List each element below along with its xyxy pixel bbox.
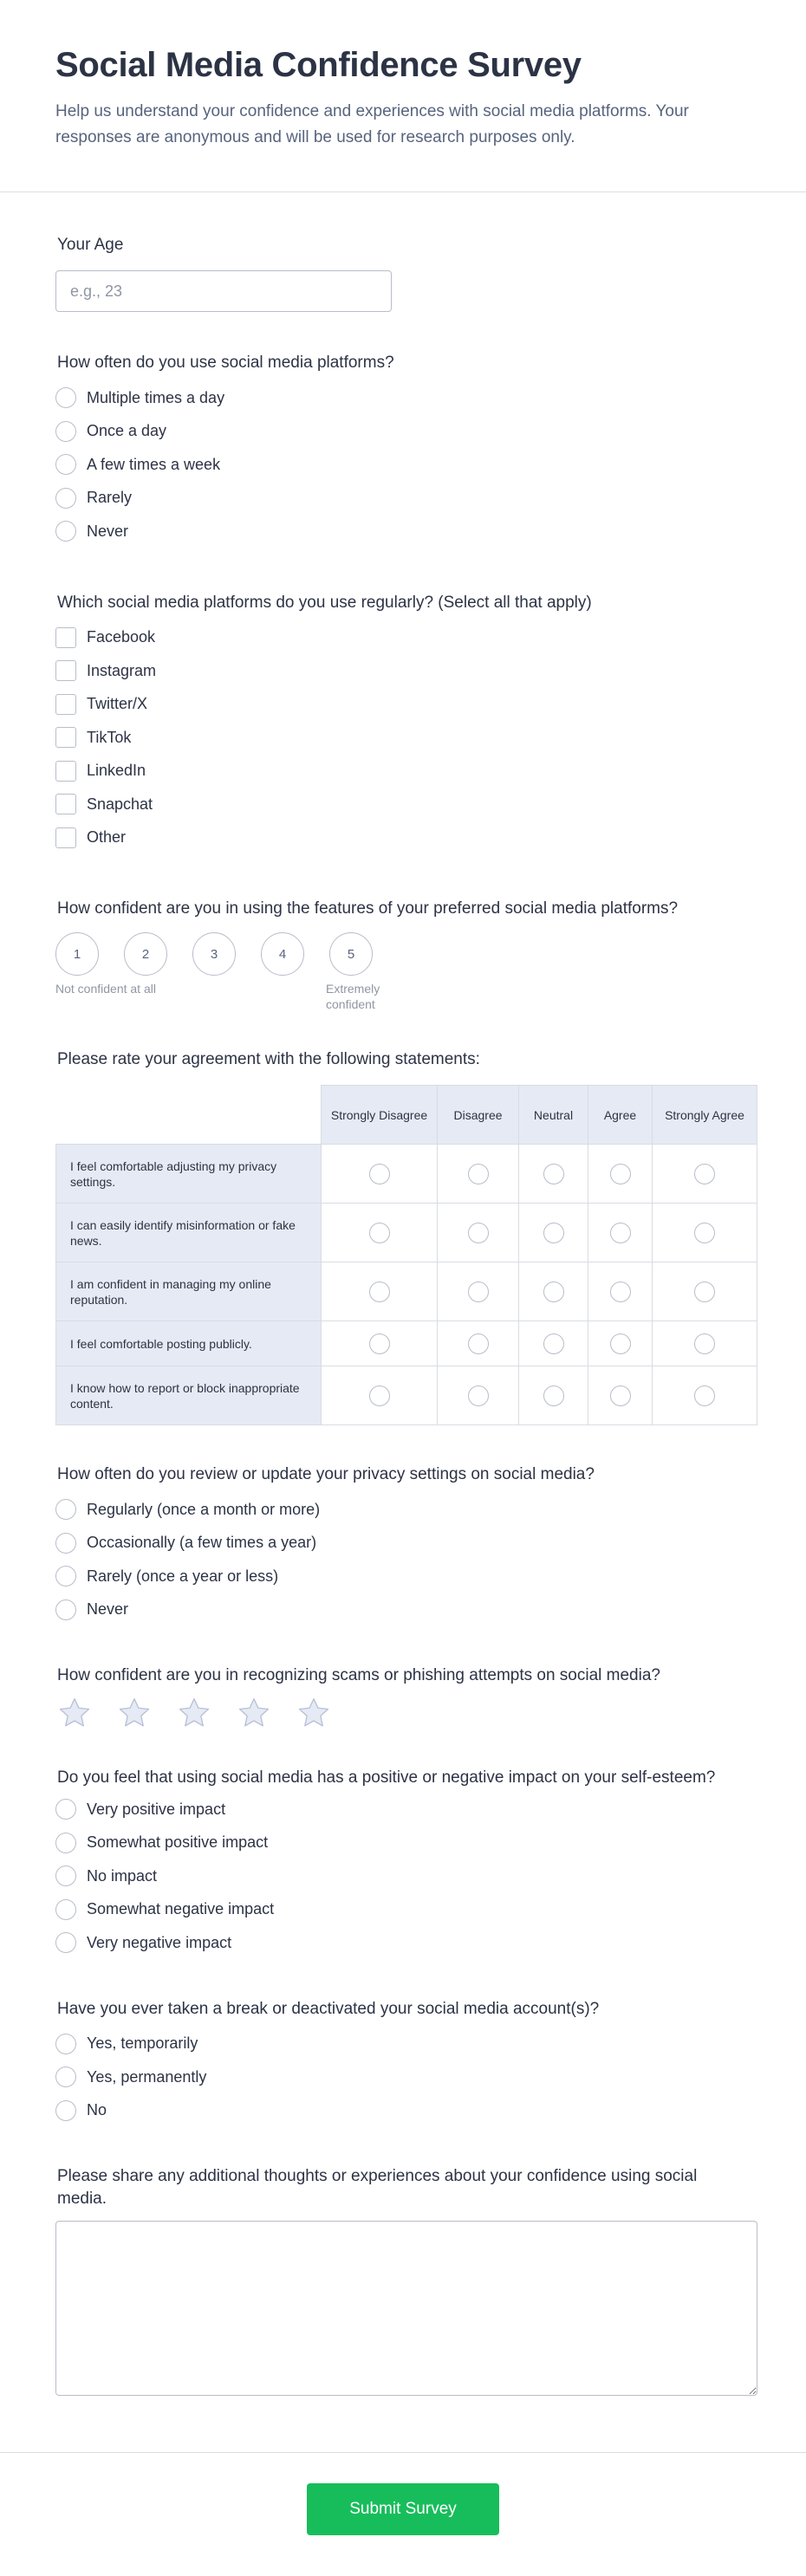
matrix-radio[interactable]	[543, 1223, 564, 1243]
matrix-radio[interactable]	[369, 1385, 390, 1406]
scale-option-5[interactable]: 5	[329, 932, 373, 976]
matrix-radio[interactable]	[610, 1164, 631, 1184]
matrix-row	[56, 1262, 757, 1321]
matrix-row-label: I am confident in managing my online reputation.	[56, 1262, 322, 1321]
question-label: Which social media platforms do you use regularly? (Select all that apply)	[57, 593, 592, 612]
checkbox[interactable]	[55, 627, 76, 648]
scale-item	[192, 932, 236, 1012]
star-icon[interactable]	[177, 1696, 211, 1730]
matrix-radio[interactable]	[694, 1282, 715, 1302]
break-option[interactable]: No	[55, 2094, 757, 2128]
privacy-option[interactable]: Rarely (once a year or less)	[55, 1560, 757, 1593]
self-esteem-option[interactable]: Very negative impact	[55, 1926, 757, 1960]
platform-option[interactable]: Twitter/X	[55, 688, 757, 722]
radio-button[interactable]	[55, 1833, 76, 1853]
matrix-radio[interactable]	[694, 1164, 715, 1184]
matrix-row-label: I can easily identify misinformation or fake news.	[56, 1204, 322, 1262]
matrix-radio[interactable]	[543, 1282, 564, 1302]
question-label: Do you feel that using social media has a positive or negative impact on your self-esteem?	[57, 1768, 716, 1787]
frequency-option[interactable]: Never	[55, 515, 757, 548]
question-platforms	[55, 592, 757, 855]
scale-item	[261, 932, 304, 1012]
question-scams	[55, 1664, 757, 1730]
matrix-radio[interactable]	[369, 1164, 390, 1184]
break-option[interactable]: Yes, temporarily	[55, 2028, 757, 2061]
matrix-row	[56, 1145, 757, 1204]
self-esteem-option[interactable]: Somewhat positive impact	[55, 1827, 757, 1860]
matrix-row-label: I feel comfortable posting publicly.	[56, 1321, 322, 1366]
radio-button[interactable]	[55, 521, 76, 542]
radio-button[interactable]	[55, 454, 76, 475]
star-icon[interactable]	[57, 1696, 92, 1730]
scale-max-caption: Extremely confident	[326, 982, 380, 1011]
privacy-option[interactable]: Regularly (once a month or more)	[55, 1493, 757, 1527]
scale-item	[124, 932, 167, 1012]
form-footer	[0, 2452, 806, 2576]
question-label: Please share any additional thoughts or experiences about your confidence using social media.	[57, 2167, 698, 2208]
submit-button[interactable]: Submit Survey	[307, 2483, 499, 2535]
matrix-radio[interactable]	[468, 1385, 489, 1406]
matrix-table	[55, 1085, 757, 1425]
frequency-option[interactable]: Multiple times a day	[55, 381, 757, 415]
radio-button[interactable]	[55, 1599, 76, 1620]
radio-button[interactable]	[55, 1932, 76, 1953]
platform-option[interactable]: Other	[55, 821, 757, 855]
survey-header	[0, 0, 806, 192]
matrix-column-header: Disagree	[438, 1086, 519, 1145]
self-esteem-option[interactable]: Very positive impact	[55, 1793, 757, 1827]
matrix-radio[interactable]	[694, 1333, 715, 1354]
question-label: How often do you use social media platforms?	[57, 354, 394, 372]
matrix-radio[interactable]	[468, 1333, 489, 1354]
matrix-radio[interactable]	[610, 1385, 631, 1406]
matrix-radio[interactable]	[369, 1223, 390, 1243]
scale-rating	[55, 932, 757, 1012]
matrix-column-header: Agree	[588, 1086, 653, 1145]
page-title: Social Media Confidence Survey	[55, 46, 582, 84]
thoughts-textarea[interactable]	[55, 2221, 757, 2396]
question-self-esteem	[55, 1767, 757, 1960]
privacy-option[interactable]: Never	[55, 1593, 757, 1627]
matrix-radio[interactable]	[610, 1282, 631, 1302]
frequency-option[interactable]: Once a day	[55, 415, 757, 449]
matrix-radio[interactable]	[468, 1282, 489, 1302]
checkbox[interactable]	[55, 761, 76, 782]
frequency-option[interactable]: Rarely	[55, 482, 757, 516]
radio-button[interactable]	[55, 1566, 76, 1586]
checkbox[interactable]	[55, 827, 76, 848]
matrix-column-header: Strongly Disagree	[322, 1086, 438, 1145]
self-esteem-option[interactable]: Somewhat negative impact	[55, 1893, 757, 1927]
question-label: Your Age	[57, 236, 124, 254]
question-label: How confident are you in recognizing scams or phishing attempts on social media?	[57, 1666, 660, 1684]
question-age	[55, 234, 757, 312]
matrix-column-header: Strongly Agree	[653, 1086, 757, 1145]
question-thoughts	[55, 2165, 757, 2400]
matrix-row	[56, 1321, 757, 1366]
scale-option-4[interactable]: 4	[261, 932, 304, 976]
scale-option-3[interactable]: 3	[192, 932, 236, 976]
scale-min-caption: Not confident at all	[55, 982, 156, 996]
question-label: How confident are you in using the features of your preferred social media platforms?	[57, 899, 679, 918]
matrix-column-header: Neutral	[519, 1086, 588, 1145]
radio-button[interactable]	[55, 1533, 76, 1554]
scale-option-2[interactable]: 2	[124, 932, 167, 976]
checkbox[interactable]	[55, 794, 76, 814]
radio-button[interactable]	[55, 2034, 76, 2054]
privacy-option[interactable]: Occasionally (a few times a year)	[55, 1527, 757, 1561]
matrix-radio[interactable]	[694, 1385, 715, 1406]
question-confidence-scale	[55, 898, 757, 1012]
star-icon[interactable]	[296, 1696, 331, 1730]
matrix-corner	[56, 1086, 322, 1145]
matrix-radio[interactable]	[468, 1223, 489, 1243]
radio-button[interactable]	[55, 421, 76, 442]
radio-button[interactable]	[55, 488, 76, 509]
matrix-radio[interactable]	[468, 1164, 489, 1184]
matrix-radio[interactable]	[543, 1333, 564, 1354]
matrix-row	[56, 1366, 757, 1425]
checkbox[interactable]	[55, 660, 76, 681]
matrix-row	[56, 1204, 757, 1262]
survey-form	[0, 192, 806, 2400]
question-matrix	[55, 1048, 757, 1425]
radio-button[interactable]	[55, 387, 76, 408]
question-label: Please rate your agreement with the following statements:	[57, 1050, 480, 1068]
radio-button[interactable]	[55, 1865, 76, 1886]
platform-option[interactable]: Facebook	[55, 621, 757, 655]
matrix-row-label: I feel comfortable adjusting my privacy settings.	[56, 1145, 322, 1204]
checkbox[interactable]	[55, 694, 76, 715]
question-frequency	[55, 352, 757, 548]
page-subtitle: Help us understand your confidence and experiences with social media platforms. Your responses are anonymous and will be used for research purposes only.	[55, 102, 689, 146]
scale-option-1[interactable]: 1	[55, 932, 99, 976]
matrix-radio[interactable]	[694, 1223, 715, 1243]
scale-item	[326, 932, 380, 1012]
radio-button[interactable]	[55, 1799, 76, 1820]
self-esteem-option[interactable]: No impact	[55, 1859, 757, 1893]
star-rating	[55, 1696, 757, 1730]
checkbox[interactable]	[55, 727, 76, 748]
break-option[interactable]: Yes, permanently	[55, 2060, 757, 2094]
matrix-radio[interactable]	[369, 1282, 390, 1302]
star-icon[interactable]	[117, 1696, 152, 1730]
matrix-radio[interactable]	[610, 1223, 631, 1243]
question-break	[55, 1998, 757, 2128]
matrix-row-label: I know how to report or block inappropriate content.	[56, 1366, 322, 1425]
star-icon[interactable]	[237, 1696, 271, 1730]
platform-option[interactable]: LinkedIn	[55, 755, 757, 788]
matrix-radio[interactable]	[543, 1385, 564, 1406]
question-privacy	[55, 1463, 757, 1626]
age-input[interactable]	[55, 270, 392, 312]
question-label: Have you ever taken a break or deactivated your social media account(s)?	[57, 1999, 600, 2018]
matrix-radio[interactable]	[543, 1164, 564, 1184]
question-label: How often do you review or update your privacy settings on social media?	[57, 1465, 595, 1483]
platform-option[interactable]: Instagram	[55, 654, 757, 688]
platform-option[interactable]: TikTok	[55, 721, 757, 755]
radio-button[interactable]	[55, 1499, 76, 1520]
radio-button[interactable]	[55, 2100, 76, 2121]
frequency-option[interactable]: A few times a week	[55, 448, 757, 482]
radio-button[interactable]	[55, 2067, 76, 2087]
matrix-radio[interactable]	[610, 1333, 631, 1354]
scale-item	[55, 932, 156, 1012]
platform-option[interactable]: Snapchat	[55, 788, 757, 821]
matrix-radio[interactable]	[369, 1333, 390, 1354]
radio-button[interactable]	[55, 1899, 76, 1920]
